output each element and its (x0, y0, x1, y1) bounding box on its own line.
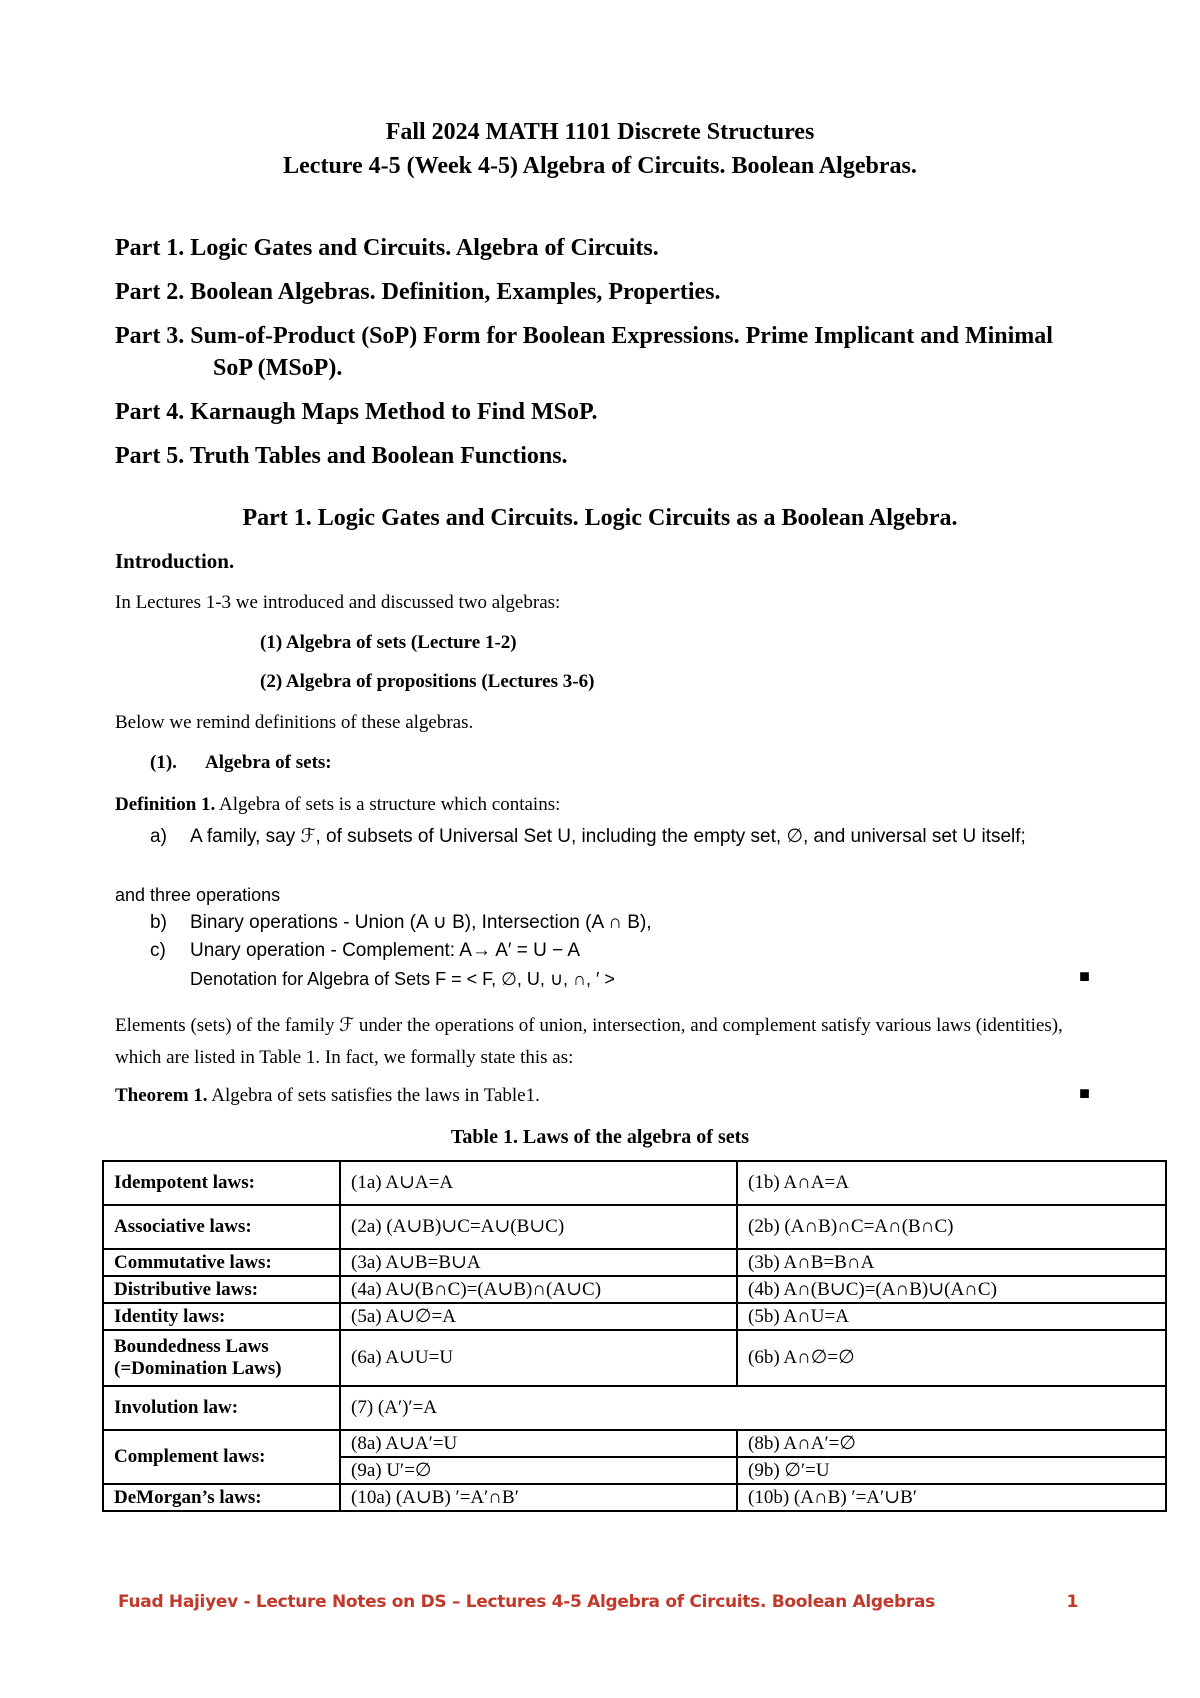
lecture-title: Lecture 4-5 (Week 4-5) Algebra of Circuits. Boolean Algebras. (283, 153, 917, 179)
law-b: (8b) A∩A′=∅ (737, 1430, 1166, 1457)
law-b: (6b) A∩∅=∅ (737, 1330, 1166, 1386)
table-row (103, 1386, 1166, 1430)
law-name: Involution law: (103, 1386, 340, 1430)
denotation: Denotation for Algebra of Sets F = < F, ∅, U, ∪, ∩, ′ > (190, 969, 615, 989)
laws-table (102, 1160, 1167, 1512)
footer-text: Fuad Hajiyev - Lecture Notes on DS – Lectures 4-5 Algebra of Circuits. Boolean Algebras (118, 1592, 935, 1612)
law-a: (8a) A∪A′=U (340, 1430, 737, 1457)
part-item: Part 3. Sum-of-Product (SoP) Form for Boolean Expressions. Prime Implicant and Minimal SoP (MSoP). (115, 323, 1053, 381)
table-row (103, 1330, 1166, 1386)
law-a: (5a) A∪∅=A (340, 1303, 737, 1330)
law-b: (4b) A∩(B∪C)=(A∩B)∪(A∩C) (737, 1276, 1166, 1303)
table-row (103, 1161, 1166, 1205)
algebra-of-sets-heading (150, 750, 1130, 776)
definition-item-a (150, 824, 1110, 880)
definition-text: Algebra of sets is a structure which contains: (215, 794, 561, 815)
qed-mark: ■ (1079, 1083, 1090, 1103)
definition-item-c (150, 938, 1110, 966)
law-b: (3b) A∩B=B∩A (737, 1249, 1166, 1276)
part-item: Part 1. Logic Gates and Circuits. Algebra of Circuits. (115, 235, 659, 261)
page-footer (118, 1592, 1078, 1612)
laws-paragraph: Elements (sets) of the family ℱ under the operations of union, intersection, and complement satisfy various laws (identities), which are listed in Table 1. In fact, we formally state this as: (115, 1015, 1063, 1068)
item-text: Binary operations - Union (A ∪ B), Intersection (A ∩ B), (190, 912, 652, 933)
law-name: Distributive laws: (103, 1276, 340, 1303)
heading-number: (1). (150, 752, 177, 773)
table-row (103, 1430, 1166, 1457)
item-label: b) (150, 912, 167, 933)
remind-text: Below we remind definitions of these algebras. (115, 712, 474, 733)
law-a: (3a) A∪B=B∪A (340, 1249, 737, 1276)
law-a: (10a) (A∪B) ′=A′∩B′ (340, 1484, 737, 1511)
algebra-item: (2) Algebra of propositions (Lectures 3-6) (260, 671, 595, 692)
course-title: Fall 2024 MATH 1101 Discrete Structures (385, 119, 815, 145)
parts-list (115, 232, 1095, 484)
law-name: Associative laws: (103, 1205, 340, 1249)
definition-heading (115, 792, 1095, 818)
operations-intro: and three operations (115, 885, 281, 905)
law-b: (2b) (A∩B)∩C=A∩(B∩C) (737, 1205, 1166, 1249)
law-a: (9a) U′=∅ (340, 1457, 737, 1484)
item-label: a) (150, 826, 167, 847)
definition-item-b (150, 910, 1110, 938)
item-label: c) (150, 940, 166, 961)
heading-label: Algebra of sets: (205, 752, 332, 773)
law-name: Identity laws: (103, 1303, 340, 1330)
law-name: Commutative laws: (103, 1249, 340, 1276)
theorem-label: Theorem 1. (115, 1085, 208, 1106)
table-row (103, 1249, 1166, 1276)
law-b: (5b) A∩U=A (737, 1303, 1166, 1330)
page-number: 1 (1066, 1592, 1078, 1612)
law-a: (7) (A′)′=A (340, 1386, 1166, 1430)
algebra-item: (1) Algebra of sets (Lecture 1-2) (260, 632, 517, 653)
item-text: A family, say ℱ, of subsets of Universal Set U, including the empty set, ∅, and universal set U itself; (190, 826, 1026, 847)
table-caption: Table 1. Laws of the algebra of sets (450, 1126, 750, 1148)
law-a: (6a) A∪U=U (340, 1330, 737, 1386)
table-row (103, 1303, 1166, 1330)
law-a: (2a) (A∪B)∪C=A∪(B∪C) (340, 1205, 737, 1249)
table-row (103, 1205, 1166, 1249)
law-b: (1b) A∩A=A (737, 1161, 1166, 1205)
introduction-heading: Introduction. (115, 549, 235, 573)
law-b: (9b) ∅′=U (737, 1457, 1166, 1484)
qed-mark: ■ (1079, 966, 1090, 986)
part-item: Part 4. Karnaugh Maps Method to Find MSoP. (115, 399, 598, 425)
part-item: Part 2. Boolean Algebras. Definition, Examples, Properties. (115, 279, 721, 305)
law-name: Idempotent laws: (103, 1161, 340, 1205)
introduction-text: In Lectures 1-3 we introduced and discussed two algebras: (115, 592, 561, 613)
table-row (103, 1484, 1166, 1511)
table-row (103, 1276, 1166, 1303)
section-title: Part 1. Logic Gates and Circuits. Logic Circuits as a Boolean Algebra. (242, 505, 958, 531)
law-b: (10b) (A∩B) ′=A′∪B′ (737, 1484, 1166, 1511)
law-name: DeMorgan’s laws: (103, 1484, 340, 1511)
law-name: Complement laws: (103, 1430, 340, 1484)
definition-label: Definition 1. (115, 794, 216, 815)
law-a: (1a) A∪A=A (340, 1161, 737, 1205)
part-item: Part 5. Truth Tables and Boolean Functions. (115, 443, 568, 469)
item-text: Unary operation - Complement: A→ A′ = U − A (190, 940, 581, 961)
theorem (115, 1083, 1095, 1109)
theorem-text: Algebra of sets satisfies the laws in Table1. (207, 1085, 540, 1106)
law-name: Boundedness Laws (=Domination Laws) (103, 1330, 340, 1386)
law-a: (4a) A∪(B∩C)=(A∪B)∩(A∪C) (340, 1276, 737, 1303)
